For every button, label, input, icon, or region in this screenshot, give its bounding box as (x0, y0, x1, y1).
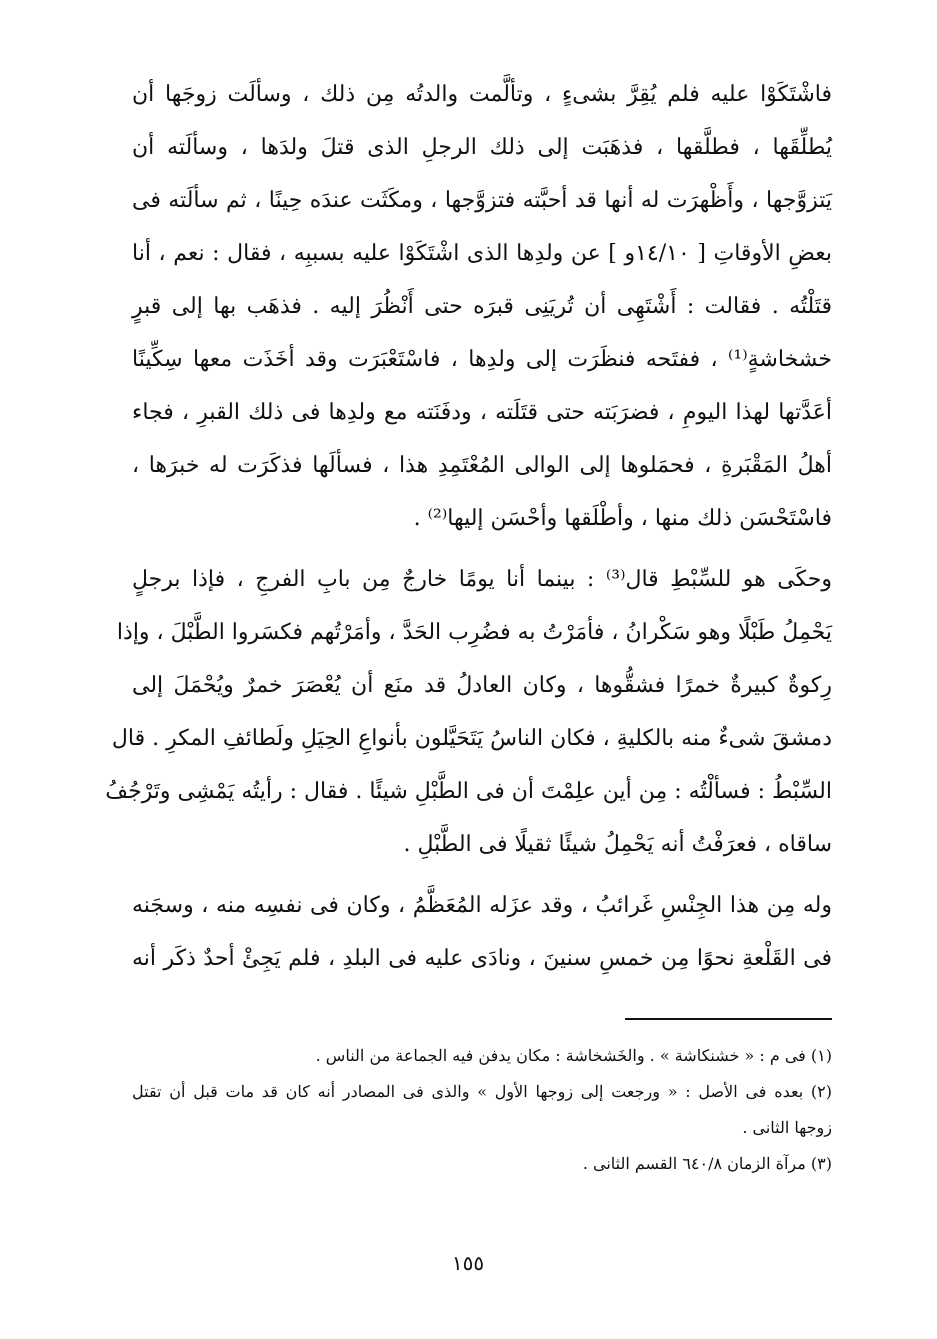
body-line: فاسْتَحْسَن ذلك منها ، وأطْلَقها وأحْسَن إليها⁽²⁾ . (413, 506, 832, 531)
body-line: فاشْتَكَوْا عليه فلم يُقِرَّ بشىءٍ ، وتألَّمت والدتُه مِن ذلك ، وسألَت زوجَها أن (132, 82, 832, 107)
body-line: رِكوةٌ كبيرةٌ خمرًا فشقُّوها ، وكان العادلُ قد منَع أن يُعْصَرَ خمرٌ ويُحْمَلَ إلى (132, 673, 832, 698)
body-line: قتَلْتُه . فقالت : أَشْتَهِى أن تُريَنِى قبرَه حتى أَنْظُرَ إليه . فذهَب بها إلى قبرٍ (132, 294, 832, 319)
footnote-3: (٣) مرآة الزمان ٦٤٠/٨ القسم الثانى . (582, 1154, 832, 1173)
footnote-separator (625, 1018, 832, 1020)
body-line: فى القَلْعةِ نحوًا مِن خمسِ سنينَ ، ونادَى عليه فى البلدِ ، فلم يَجِئْ أحدٌ ذكَر أنه (132, 946, 832, 971)
body-line: يَحْمِلُ طَبْلًا وهو سَكْرانُ ، فأمَرْتُ به فضُرِب الحَدَّ ، وأمَرْتُهم فكسَروا الطَّبْلَ ، وإذا (116, 620, 832, 645)
body-line: ساقاه ، فعرَفْتُ أنه يَحْمِلُ شيئًا ثقيلًا فى الطَّبْلِ . (403, 832, 832, 857)
body-line: وحكَى هو للسِّبْطِ قال⁽³⁾ : بينما أنا يومًا خارجٌ مِن بابِ الفرجِ ، فإذا برجلٍ (132, 567, 832, 592)
body-line: دمشقَ شىءٌ منه بالكليةِ ، فكان الناسُ يَتَحَيَّلون بأنواعِ الحِيَلِ ولَطائفِ المكرِ . قال (111, 726, 832, 751)
page-number: ١٥٥ (451, 1251, 485, 1275)
footnote-1: (١) فى م : « خشنكاشة » . والخَشخاشة : مكان يدفن فيه الجماعة من الناس . (315, 1046, 832, 1065)
body-line: السِّبْطُ : فسألْتُه : مِن أين علِمْتَ أن فى الطَّبْلِ شيئًا . فقال : رأيتُه يَمْشِى وتَرْجُفُ (105, 779, 832, 804)
body-line: بعضِ الأوقاتِ [ ١٤/١٠و ] عن ولدِها الذى اشْتَكَوْا عليه بسببِه ، فقال : نعم ، أنا (132, 241, 832, 266)
body-line: يُطلِّقَها ، فطلَّقها ، فذهَبَت إلى ذلك الرجلِ الذى قتلَ ولدَها ، وسألَته أن (132, 135, 832, 160)
footnote-2: (٢) بعده فى الأصل : « ورجعت إلى زوجها الأول » والذى فى المصادر أنه كان قد مات قبل أن تقتل (132, 1082, 833, 1101)
body-line: خشخاشةٍ⁽¹⁾ ، ففتَحه فنظَرَت إلى ولدِها ، فاسْتَعْبَرَت وقد أخَذَت معها سِكِّينًا (132, 347, 832, 372)
body-line: أهلُ المَقْبَرةِ ، فحمَلوها إلى الوالى المُعْتَمِدِ هذا ، فسألَها فذكَرَت له خبرَها ، (132, 453, 832, 478)
body-line: يَتزوَّجها ، وأَظْهرَت له أنها قد أحبَّته فتزوَّجها ، ومكَثَت عندَه حِينًا ، ثم سألَته فى (132, 188, 832, 213)
body-line: وله مِن هذا الجِنْسِ غَرائبُ ، وقد عزَله المُعَظَّمُ ، وكان فى نفسِه منه ، وسجَنه (132, 893, 832, 918)
footnote-2-continuation: زوجها الثانى . (742, 1118, 832, 1137)
body-line: أعَدَّتها لهذا اليومِ ، فضرَبَته حتى قتَلَته ، ودفَنَته مع ولدِها فى ذلك القبرِ ، فجاء (132, 400, 832, 425)
